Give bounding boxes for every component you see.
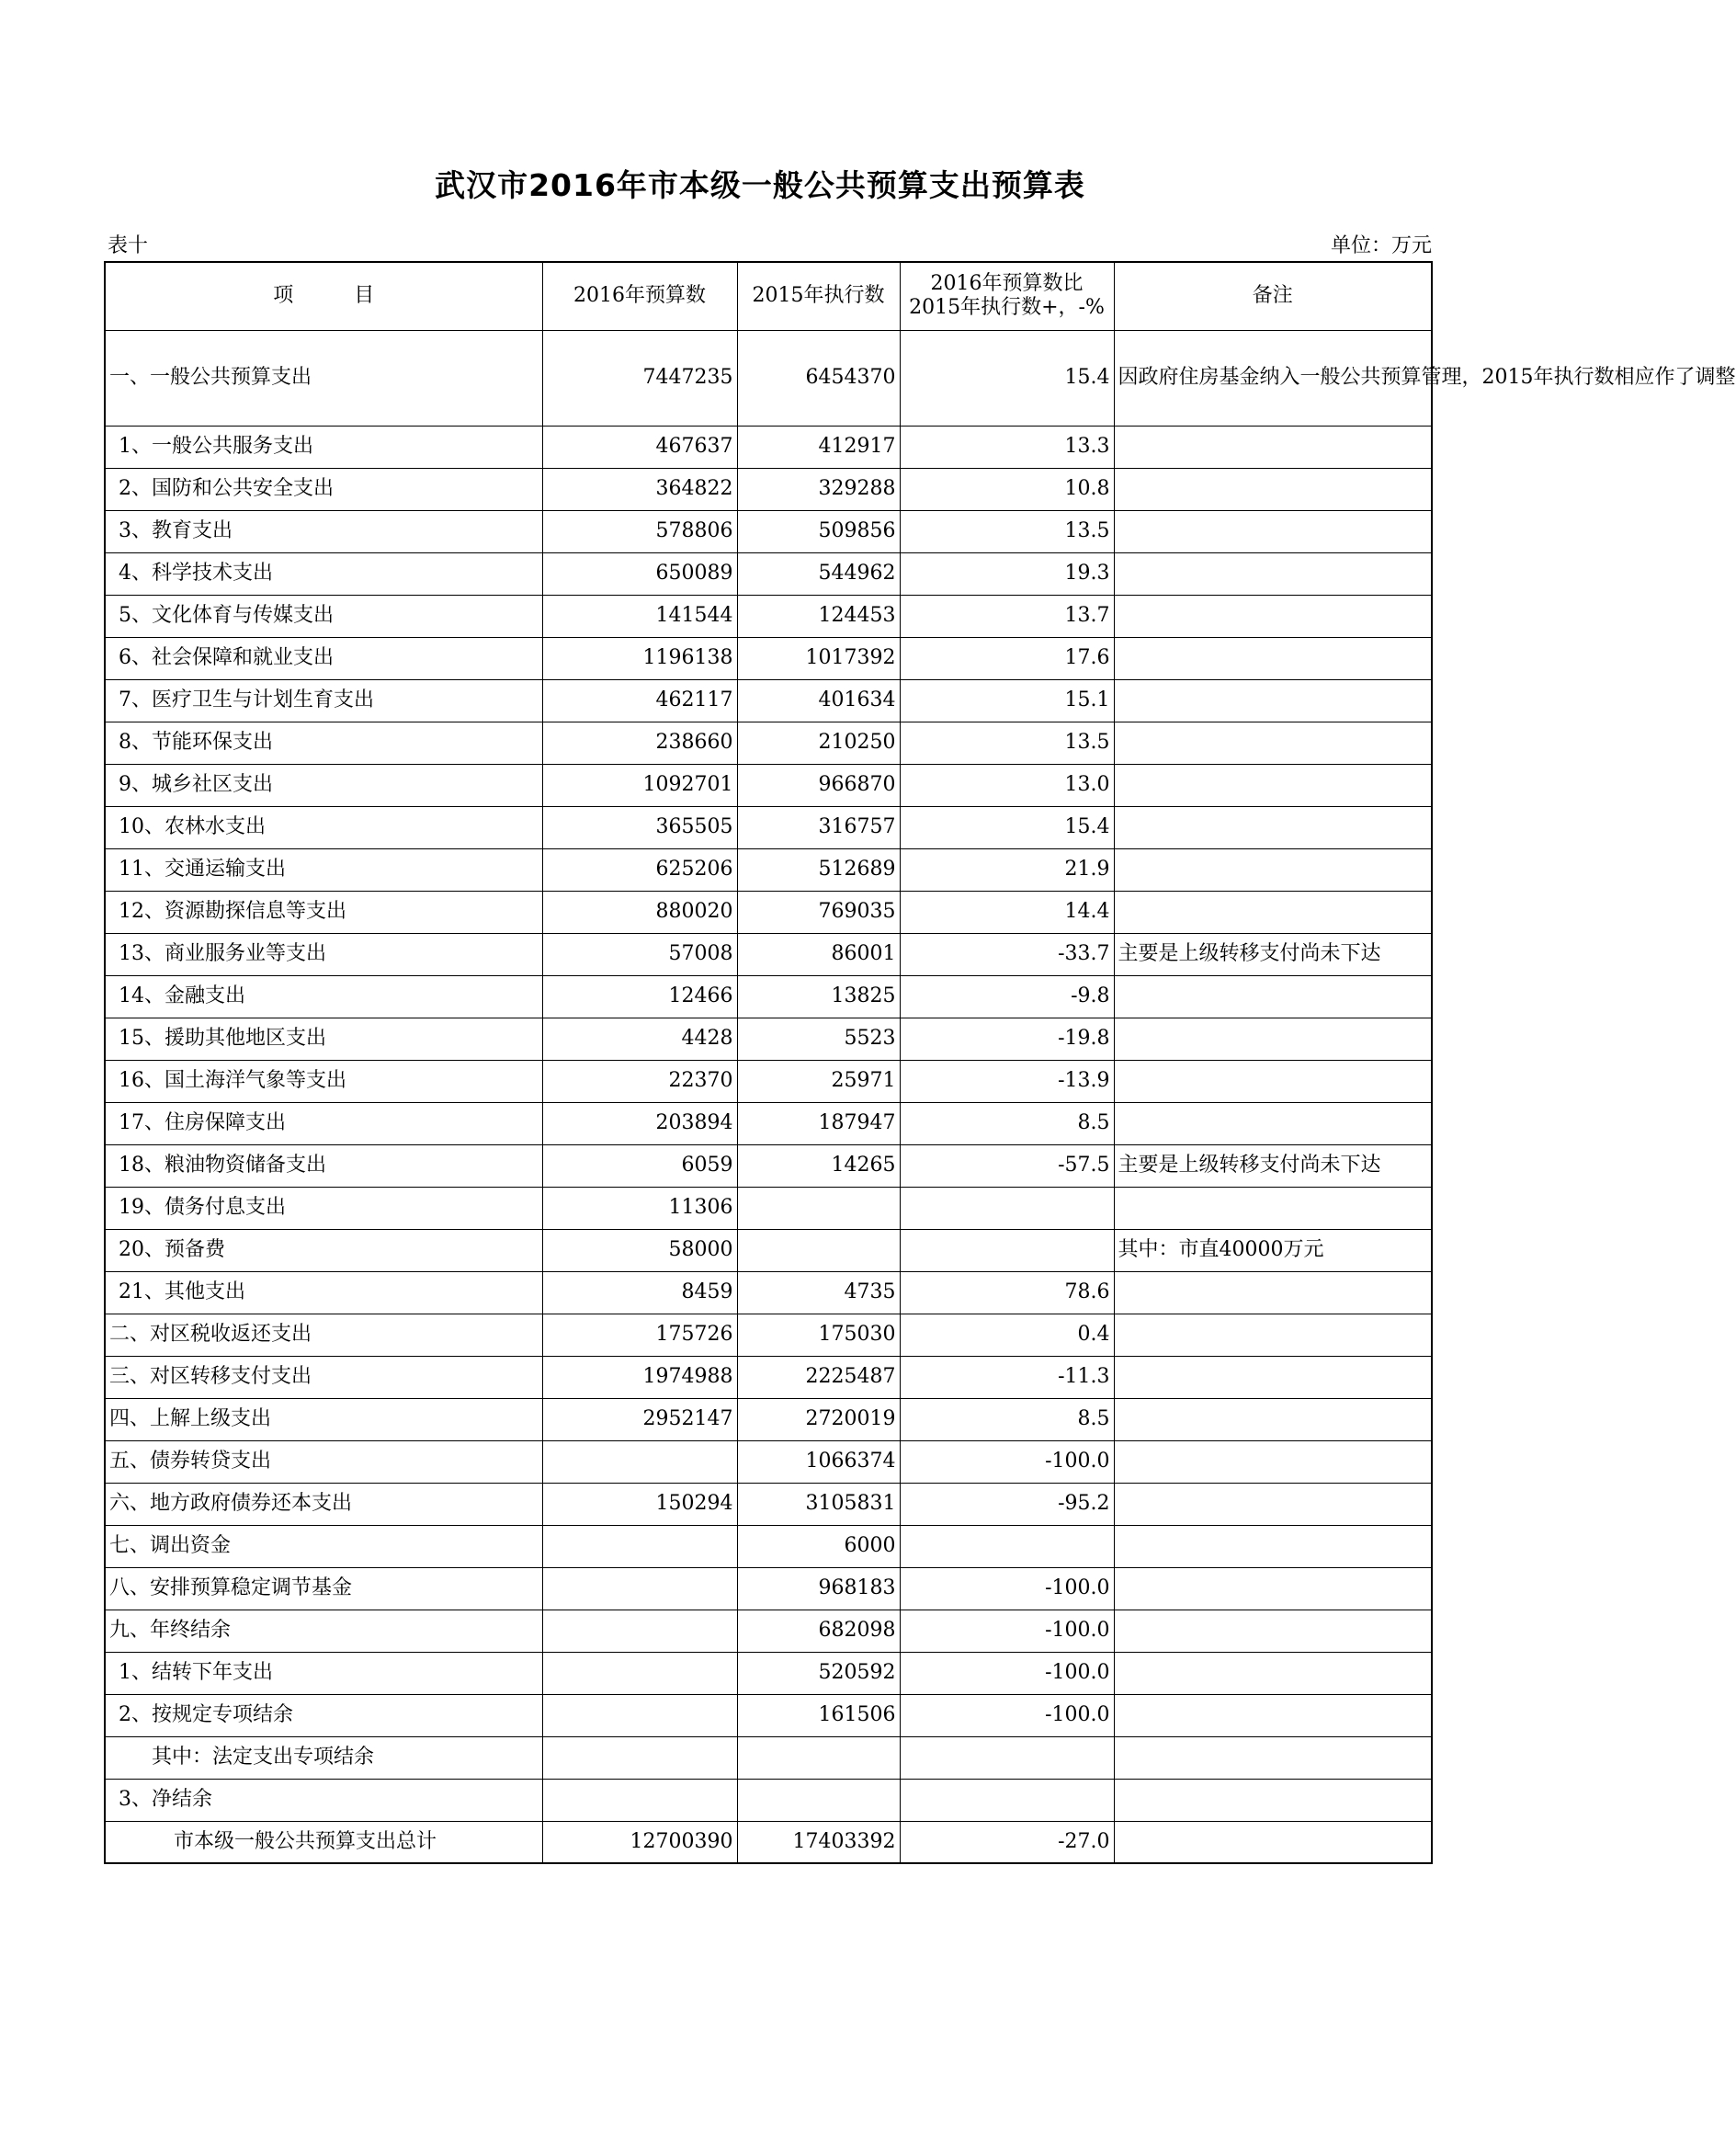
row-note <box>1114 510 1432 552</box>
row-budget-2016 <box>542 1440 737 1483</box>
row-exec-2015: 769035 <box>737 891 900 933</box>
row-budget-2016: 365505 <box>542 806 737 848</box>
row-change-ratio: -57.5 <box>900 1144 1114 1187</box>
row-change-ratio: 15.1 <box>900 679 1114 722</box>
row-note <box>1114 1652 1432 1694</box>
table-row <box>105 1229 1432 1271</box>
row-budget-2016: 12466 <box>542 975 737 1018</box>
row-item-label: 3、净结余 <box>105 1779 542 1821</box>
row-note <box>1114 1356 1432 1398</box>
table-row <box>105 722 1432 764</box>
row-exec-2015: 124453 <box>737 595 900 637</box>
table-row <box>105 1356 1432 1398</box>
row-budget-2016 <box>542 1694 737 1736</box>
row-change-ratio: 17.6 <box>900 637 1114 679</box>
row-note: 因政府住房基金纳入一般公共预算管理，2015年执行数相应作了调整 <box>1114 330 1432 426</box>
header-budget-2016: 2016年预算数 <box>542 262 737 330</box>
table-row <box>105 1440 1432 1483</box>
row-change-ratio: -100.0 <box>900 1694 1114 1736</box>
table-row <box>105 1271 1432 1314</box>
table-row <box>105 1144 1432 1187</box>
row-budget-2016: 462117 <box>542 679 737 722</box>
table-row <box>105 510 1432 552</box>
row-item-label: 5、文化体育与传媒支出 <box>105 595 542 637</box>
row-change-ratio <box>900 1736 1114 1779</box>
row-budget-2016 <box>542 1567 737 1610</box>
table-row <box>105 1694 1432 1736</box>
row-change-ratio: 13.5 <box>900 722 1114 764</box>
row-note <box>1114 806 1432 848</box>
table-row <box>105 1821 1432 1863</box>
table-row <box>105 1525 1432 1567</box>
row-item-label: 12、资源勘探信息等支出 <box>105 891 542 933</box>
row-exec-2015: 6454370 <box>737 330 900 426</box>
row-exec-2015: 161506 <box>737 1694 900 1736</box>
table-row <box>105 1779 1432 1821</box>
row-change-ratio: 21.9 <box>900 848 1114 891</box>
row-item-label: 八、安排预算稳定调节基金 <box>105 1567 542 1610</box>
row-note: 其中：市直40000万元 <box>1114 1229 1432 1271</box>
row-item-label: 10、农林水支出 <box>105 806 542 848</box>
row-change-ratio: -19.8 <box>900 1018 1114 1060</box>
header-note: 备注 <box>1114 262 1432 330</box>
row-item-label: 1、结转下年支出 <box>105 1652 542 1694</box>
row-budget-2016: 1974988 <box>542 1356 737 1398</box>
row-budget-2016 <box>542 1736 737 1779</box>
table-row <box>105 1567 1432 1610</box>
row-budget-2016: 150294 <box>542 1483 737 1525</box>
row-exec-2015: 520592 <box>737 1652 900 1694</box>
row-item-label: 二、对区税收返还支出 <box>105 1314 542 1356</box>
page-title: 武汉市2016年市本级一般公共预算支出预算表 <box>435 167 1085 203</box>
row-change-ratio: 19.3 <box>900 552 1114 595</box>
row-change-ratio: 8.5 <box>900 1398 1114 1440</box>
row-budget-2016: 8459 <box>542 1271 737 1314</box>
row-note <box>1114 468 1432 510</box>
row-item-label: 11、交通运输支出 <box>105 848 542 891</box>
table-row <box>105 1314 1432 1356</box>
row-budget-2016: 880020 <box>542 891 737 933</box>
row-exec-2015: 412917 <box>737 426 900 468</box>
row-change-ratio: 8.5 <box>900 1102 1114 1144</box>
row-item-label: 三、对区转移支付支出 <box>105 1356 542 1398</box>
row-exec-2015: 86001 <box>737 933 900 975</box>
row-budget-2016: 238660 <box>542 722 737 764</box>
row-exec-2015: 17403392 <box>737 1821 900 1863</box>
row-change-ratio: -100.0 <box>900 1610 1114 1652</box>
row-budget-2016: 175726 <box>542 1314 737 1356</box>
row-note: 主要是上级转移支付尚未下达 <box>1114 933 1432 975</box>
row-item-label: 五、债券转贷支出 <box>105 1440 542 1483</box>
row-budget-2016: 22370 <box>542 1060 737 1102</box>
row-item-label: 18、粮油物资储备支出 <box>105 1144 542 1187</box>
table-row <box>105 595 1432 637</box>
row-exec-2015: 25971 <box>737 1060 900 1102</box>
table-row <box>105 1060 1432 1102</box>
row-change-ratio: 15.4 <box>900 806 1114 848</box>
row-change-ratio: -100.0 <box>900 1652 1114 1694</box>
table-row <box>105 1187 1432 1229</box>
row-note <box>1114 1271 1432 1314</box>
row-item-label: 21、其他支出 <box>105 1271 542 1314</box>
row-change-ratio: 0.4 <box>900 1314 1114 1356</box>
row-exec-2015: 509856 <box>737 510 900 552</box>
row-budget-2016: 6059 <box>542 1144 737 1187</box>
header-item: 项 目 <box>105 262 542 330</box>
row-note <box>1114 1567 1432 1610</box>
row-note <box>1114 1060 1432 1102</box>
row-note <box>1114 1821 1432 1863</box>
row-item-label: 9、城乡社区支出 <box>105 764 542 806</box>
row-item-label: 3、教育支出 <box>105 510 542 552</box>
row-note <box>1114 679 1432 722</box>
row-item-label: 13、商业服务业等支出 <box>105 933 542 975</box>
row-exec-2015: 316757 <box>737 806 900 848</box>
row-note <box>1114 552 1432 595</box>
row-note <box>1114 722 1432 764</box>
table-row <box>105 1398 1432 1440</box>
row-budget-2016 <box>542 1652 737 1694</box>
row-change-ratio: 15.4 <box>900 330 1114 426</box>
row-note <box>1114 1187 1432 1229</box>
row-exec-2015: 6000 <box>737 1525 900 1567</box>
row-item-label: 6、社会保障和就业支出 <box>105 637 542 679</box>
row-exec-2015: 401634 <box>737 679 900 722</box>
row-note <box>1114 891 1432 933</box>
row-note <box>1114 1736 1432 1779</box>
row-exec-2015 <box>737 1736 900 1779</box>
row-note <box>1114 975 1432 1018</box>
header-change-ratio-line1: 2016年预算数比 <box>930 272 1084 296</box>
row-exec-2015: 682098 <box>737 1610 900 1652</box>
row-note <box>1114 637 1432 679</box>
row-note <box>1114 426 1432 468</box>
table-row <box>105 848 1432 891</box>
row-budget-2016 <box>542 1779 737 1821</box>
row-budget-2016: 2952147 <box>542 1398 737 1440</box>
row-item-label: 8、节能环保支出 <box>105 722 542 764</box>
row-budget-2016: 1196138 <box>542 637 737 679</box>
unit-label: 单位：万元 <box>1330 234 1432 257</box>
row-note <box>1114 1398 1432 1440</box>
row-budget-2016: 625206 <box>542 848 737 891</box>
row-budget-2016: 4428 <box>542 1018 737 1060</box>
row-change-ratio: 13.7 <box>900 595 1114 637</box>
row-budget-2016: 364822 <box>542 468 737 510</box>
row-item-label: 市本级一般公共预算支出总计 <box>105 1821 542 1863</box>
row-item-label: 2、按规定专项结余 <box>105 1694 542 1736</box>
row-item-label: 四、上解上级支出 <box>105 1398 542 1440</box>
row-budget-2016: 1092701 <box>542 764 737 806</box>
table-row <box>105 330 1432 426</box>
row-change-ratio: -33.7 <box>900 933 1114 975</box>
row-item-label: 六、地方政府债券还本支出 <box>105 1483 542 1525</box>
row-budget-2016: 57008 <box>542 933 737 975</box>
row-item-label: 1、一般公共服务支出 <box>105 426 542 468</box>
row-change-ratio: -11.3 <box>900 1356 1114 1398</box>
row-change-ratio <box>900 1229 1114 1271</box>
row-change-ratio: 13.0 <box>900 764 1114 806</box>
row-item-label: 一、一般公共预算支出 <box>105 330 542 426</box>
row-note <box>1114 1314 1432 1356</box>
row-budget-2016: 650089 <box>542 552 737 595</box>
row-item-label: 19、债务付息支出 <box>105 1187 542 1229</box>
row-exec-2015: 2720019 <box>737 1398 900 1440</box>
row-change-ratio: -100.0 <box>900 1567 1114 1610</box>
row-change-ratio: 13.5 <box>900 510 1114 552</box>
row-change-ratio <box>900 1779 1114 1821</box>
row-budget-2016 <box>542 1525 737 1567</box>
row-budget-2016: 11306 <box>542 1187 737 1229</box>
row-exec-2015 <box>737 1229 900 1271</box>
row-item-label: 15、援助其他地区支出 <box>105 1018 542 1060</box>
row-exec-2015: 187947 <box>737 1102 900 1144</box>
row-item-label: 14、金融支出 <box>105 975 542 1018</box>
row-item-label: 20、预备费 <box>105 1229 542 1271</box>
row-note <box>1114 1018 1432 1060</box>
row-change-ratio: 10.8 <box>900 468 1114 510</box>
row-change-ratio: -13.9 <box>900 1060 1114 1102</box>
row-note <box>1114 595 1432 637</box>
row-item-label: 7、医疗卫生与计划生育支出 <box>105 679 542 722</box>
row-budget-2016: 203894 <box>542 1102 737 1144</box>
row-exec-2015: 3105831 <box>737 1483 900 1525</box>
row-item-label: 2、国防和公共安全支出 <box>105 468 542 510</box>
table-row <box>105 1102 1432 1144</box>
row-change-ratio <box>900 1187 1114 1229</box>
row-exec-2015: 544962 <box>737 552 900 595</box>
budget-table <box>104 261 1736 1864</box>
table-row <box>105 426 1432 468</box>
header-row <box>105 262 1432 330</box>
row-note <box>1114 764 1432 806</box>
row-item-label: 其中：法定支出专项结余 <box>105 1736 542 1779</box>
row-budget-2016: 467637 <box>542 426 737 468</box>
row-change-ratio: 14.4 <box>900 891 1114 933</box>
row-budget-2016: 12700390 <box>542 1821 737 1863</box>
row-change-ratio: 78.6 <box>900 1271 1114 1314</box>
row-budget-2016: 7447235 <box>542 330 737 426</box>
row-exec-2015 <box>737 1779 900 1821</box>
header-change-ratio <box>900 262 1114 330</box>
row-note <box>1114 1610 1432 1652</box>
row-note <box>1114 1779 1432 1821</box>
row-item-label: 4、科学技术支出 <box>105 552 542 595</box>
table-row <box>105 806 1432 848</box>
table-row <box>105 468 1432 510</box>
row-budget-2016: 578806 <box>542 510 737 552</box>
row-exec-2015: 968183 <box>737 1567 900 1610</box>
row-exec-2015: 966870 <box>737 764 900 806</box>
row-exec-2015: 175030 <box>737 1314 900 1356</box>
row-exec-2015 <box>737 1187 900 1229</box>
table-row <box>105 552 1432 595</box>
table-row <box>105 1610 1432 1652</box>
row-exec-2015: 2225487 <box>737 1356 900 1398</box>
row-exec-2015: 329288 <box>737 468 900 510</box>
table-row <box>105 975 1432 1018</box>
table-row <box>105 1018 1432 1060</box>
row-exec-2015: 512689 <box>737 848 900 891</box>
row-note <box>1114 1525 1432 1567</box>
row-item-label: 17、住房保障支出 <box>105 1102 542 1144</box>
row-note <box>1114 1440 1432 1483</box>
row-change-ratio: 13.3 <box>900 426 1114 468</box>
table-row <box>105 1736 1432 1779</box>
row-change-ratio <box>900 1525 1114 1567</box>
row-exec-2015: 1017392 <box>737 637 900 679</box>
row-change-ratio: -9.8 <box>900 975 1114 1018</box>
table-row <box>105 1483 1432 1525</box>
table-row <box>105 679 1432 722</box>
table-number: 表十 <box>108 234 149 257</box>
row-change-ratio: -100.0 <box>900 1440 1114 1483</box>
row-note <box>1114 1483 1432 1525</box>
row-note <box>1114 1694 1432 1736</box>
row-exec-2015: 1066374 <box>737 1440 900 1483</box>
row-note <box>1114 848 1432 891</box>
row-exec-2015: 5523 <box>737 1018 900 1060</box>
row-item-label: 七、调出资金 <box>105 1525 542 1567</box>
header-exec-2015: 2015年执行数 <box>737 262 900 330</box>
row-budget-2016: 141544 <box>542 595 737 637</box>
table-row <box>105 933 1432 975</box>
row-budget-2016: 58000 <box>542 1229 737 1271</box>
row-note <box>1114 1102 1432 1144</box>
table-row <box>105 891 1432 933</box>
row-note: 主要是上级转移支付尚未下达 <box>1114 1144 1432 1187</box>
row-change-ratio: -95.2 <box>900 1483 1114 1525</box>
table-row <box>105 764 1432 806</box>
header-change-ratio-line2: 2015年执行数+，-% <box>909 296 1105 320</box>
row-exec-2015: 210250 <box>737 722 900 764</box>
row-budget-2016 <box>542 1610 737 1652</box>
row-exec-2015: 13825 <box>737 975 900 1018</box>
row-item-label: 九、年终结余 <box>105 1610 542 1652</box>
row-item-label: 16、国土海洋气象等支出 <box>105 1060 542 1102</box>
table-row <box>105 1652 1432 1694</box>
row-change-ratio: -27.0 <box>900 1821 1114 1863</box>
table-row <box>105 637 1432 679</box>
row-exec-2015: 14265 <box>737 1144 900 1187</box>
row-exec-2015: 4735 <box>737 1271 900 1314</box>
